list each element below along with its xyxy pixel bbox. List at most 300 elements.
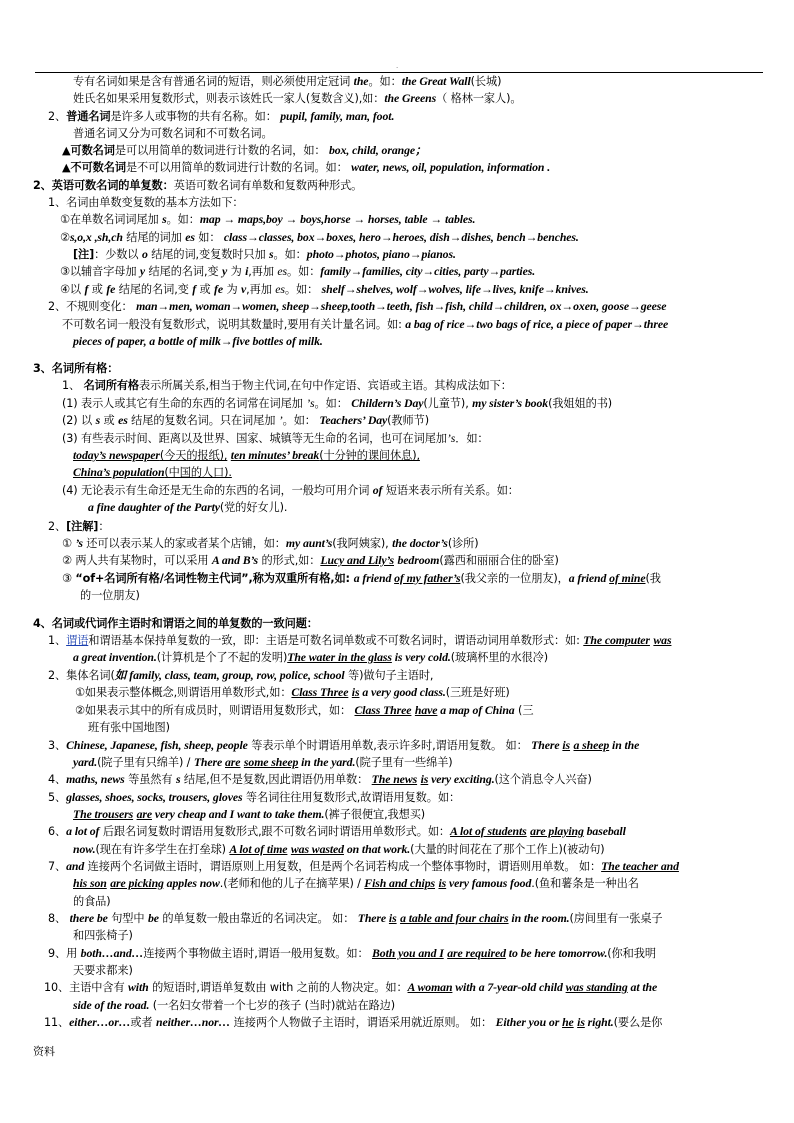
text-segment: y bbox=[139, 264, 146, 278]
text-segment: 还可以表示某人的家或者某个店铺，如： bbox=[82, 537, 286, 550]
text-segment: 的短语时,谓语单复数由 with 之前的人物决定。如： bbox=[148, 981, 408, 994]
text-segment: 结尾的名词,变 bbox=[115, 283, 193, 296]
text-segment: 连接两个人物做子主语时，谓语采用就近原则。 如： bbox=[230, 1016, 496, 1029]
text-segment: 连接两个名词做主语时，谓语原则上用复数，但是两个名词若构成一个整体事物时，谓语则用单数。 如： bbox=[84, 860, 602, 873]
text-line bbox=[62, 413, 429, 428]
text-line bbox=[73, 755, 453, 770]
text-line bbox=[73, 74, 501, 89]
text-segment: (三班是好班) bbox=[445, 686, 510, 699]
text-segment: The computer bbox=[583, 633, 650, 647]
text-segment: on that work. bbox=[343, 842, 411, 856]
text-segment: glasses, shoes, socks, trousers, gloves bbox=[66, 790, 243, 804]
text-segment: 和四张椅子) bbox=[73, 929, 133, 942]
text-segment: a table and four chairs bbox=[400, 911, 509, 925]
text-segment: s,o,x ,sh,ch bbox=[69, 230, 123, 244]
text-segment: (我阿姨家), bbox=[332, 537, 393, 550]
text-segment: (房间里有一张桌子 bbox=[569, 912, 663, 925]
text-segment: either…or… bbox=[69, 1015, 131, 1029]
text-segment: (1) 表示人或其它有生命的东西的名词常在词尾加 bbox=[62, 397, 307, 410]
text-segment: Childern’s Day bbox=[351, 396, 424, 410]
text-segment: of mine bbox=[609, 571, 646, 585]
text-segment: ② bbox=[60, 231, 70, 244]
text-segment: my aunt’s bbox=[285, 536, 333, 550]
text-segment: (长城) bbox=[470, 75, 502, 88]
page-top-mark: . bbox=[396, 62, 399, 70]
text-segment: very cold. bbox=[405, 650, 451, 664]
text-segment: he bbox=[562, 1015, 574, 1029]
text-segment: v bbox=[241, 282, 247, 296]
text-segment: (我姐姐的书) bbox=[548, 397, 613, 410]
text-segment: es bbox=[275, 282, 285, 296]
text-segment: very exciting. bbox=[428, 772, 495, 786]
text-line bbox=[62, 378, 512, 393]
text-segment: 。如： bbox=[273, 248, 307, 261]
text-segment: are picking bbox=[110, 876, 164, 890]
text-segment: 5、 bbox=[48, 791, 67, 804]
text-segment: Class Three bbox=[354, 703, 412, 717]
text-segment: class→classes, box→boxes, hero→heroes, dish→dishes, bench→benches. bbox=[223, 230, 579, 244]
text-segment: (2) 以 bbox=[62, 414, 96, 427]
text-segment: 为 bbox=[223, 283, 242, 296]
text-segment: fe bbox=[214, 282, 224, 296]
text-segment: in the yard. bbox=[298, 755, 356, 769]
text-segment: a friend bbox=[353, 571, 395, 585]
text-segment: man→men, woman→women, sheep→sheep,tooth→teeth, fish→fish, child→children, ox→oxen, goose→geese bbox=[136, 299, 667, 313]
text-segment: a map of China bbox=[437, 703, 515, 717]
text-line bbox=[62, 571, 661, 586]
text-segment: baseball bbox=[583, 824, 626, 838]
text-segment: today’s newspaper bbox=[73, 448, 160, 462]
text-segment: ①如果表示整体概念,则谓语用单数形式,如： bbox=[75, 686, 292, 699]
text-segment: Class Three bbox=[291, 685, 349, 699]
text-segment: are bbox=[136, 807, 152, 821]
text-segment: o bbox=[141, 247, 148, 261]
text-segment: was bbox=[653, 633, 672, 647]
text-segment: ．如： bbox=[455, 432, 489, 445]
text-segment: very famous food bbox=[446, 876, 532, 890]
text-segment: the Great Wall bbox=[401, 74, 471, 88]
text-line bbox=[33, 361, 118, 376]
text-segment: 结尾,但不是复数,因此谓语仍用单数： bbox=[180, 773, 372, 786]
text-segment: China’s population bbox=[73, 465, 165, 479]
text-segment: of my father’s bbox=[394, 571, 461, 585]
text-segment: 1、 bbox=[48, 634, 67, 647]
text-segment: 的一位朋友) bbox=[80, 589, 140, 602]
text-segment: 短语来表示所有关系。如： bbox=[382, 484, 519, 497]
text-segment: 和谓语基本保持单复数的一致，即：主语是可数名词单数或不可数名词时，谓语动词用单数形式：如: bbox=[88, 634, 584, 647]
text-segment: 等名词往往用复数形式,故谓语用复数。如： bbox=[242, 791, 461, 804]
text-segment: 4、 bbox=[48, 773, 67, 786]
text-segment: ▲可数名词 bbox=[62, 144, 115, 157]
text-segment: 为 bbox=[227, 265, 246, 278]
text-segment: es bbox=[277, 264, 288, 278]
text-segment: at the bbox=[627, 980, 658, 994]
text-line bbox=[73, 650, 548, 665]
text-line bbox=[48, 109, 394, 124]
text-segment: (玻璃杯里的水很冷) bbox=[450, 651, 548, 664]
text-segment: ,再加 bbox=[246, 283, 276, 296]
text-segment: （ 格林一家人)。 bbox=[436, 92, 522, 105]
text-segment: (露西和丽丽合住的卧室) bbox=[439, 554, 559, 567]
text-line bbox=[48, 859, 679, 874]
text-segment: 2、集体名词( bbox=[48, 669, 115, 682]
text-segment: The teacher and bbox=[601, 859, 679, 873]
text-segment: right. bbox=[584, 1015, 614, 1029]
text-segment: 如： bbox=[194, 231, 224, 244]
text-segment: map → maps,boy → boys,horse → horses, table → tables. bbox=[199, 212, 476, 226]
text-segment: some sheep bbox=[243, 755, 299, 769]
text-segment: be bbox=[147, 911, 159, 925]
text-segment: s bbox=[269, 247, 274, 261]
text-segment: 或者 bbox=[130, 1016, 157, 1029]
text-line bbox=[60, 212, 475, 227]
text-segment: apples now bbox=[163, 876, 220, 890]
text-segment: Teachers’ Day bbox=[319, 413, 388, 427]
text-segment: with a 7-year-old child bbox=[452, 980, 566, 994]
text-segment: ▲不可数名词 bbox=[62, 161, 126, 174]
text-segment: his son bbox=[73, 876, 107, 890]
text-segment: ’s bbox=[446, 431, 456, 445]
text-line bbox=[73, 963, 133, 978]
text-line bbox=[62, 396, 612, 411]
text-segment: photo→photos, piano→pianos. bbox=[306, 247, 456, 261]
header-rule bbox=[35, 72, 763, 73]
text-segment: (党的好女儿). bbox=[219, 501, 288, 514]
text-line bbox=[73, 334, 323, 349]
text-line bbox=[48, 668, 433, 683]
text-segment: (大量的时间花在了那个工作上)(被动句) bbox=[410, 843, 605, 856]
text-segment: f bbox=[84, 282, 89, 296]
text-line bbox=[48, 195, 244, 210]
text-segment: (裤子很便宜,我想买) bbox=[324, 808, 426, 821]
text-segment: to be here tomorrow. bbox=[505, 946, 608, 960]
text-segment: (院子里有一些绵羊) bbox=[355, 756, 453, 769]
text-segment: ①在单数名词词尾加 bbox=[60, 213, 163, 226]
text-segment: y bbox=[221, 264, 228, 278]
text-segment: bedroom bbox=[397, 553, 440, 567]
text-segment: (你和我明 bbox=[607, 947, 656, 960]
text-segment: The news bbox=[371, 772, 418, 786]
text-segment: (我 bbox=[645, 572, 661, 585]
text-segment: .(老师和他的儿子在摘苹果) / bbox=[219, 877, 365, 890]
text-line bbox=[75, 703, 533, 718]
text-segment: 3、名词所有格： bbox=[33, 362, 119, 375]
text-segment: s bbox=[175, 772, 181, 786]
text-segment: 表示所属关系,相当于物主代词,在句中作定语、宾语或主语。其构成法如下： bbox=[139, 379, 512, 392]
text-segment: (诊所) bbox=[447, 537, 479, 550]
text-line bbox=[60, 264, 535, 279]
text-line bbox=[73, 894, 111, 909]
text-line bbox=[48, 824, 626, 839]
text-segment: 等虽然有 bbox=[124, 773, 176, 786]
hyperlink[interactable]: 谓语 bbox=[66, 634, 89, 647]
text-line bbox=[44, 980, 657, 995]
text-segment: 7、 bbox=[48, 860, 67, 873]
text-segment: family→families, city→cities, party→parties. bbox=[320, 264, 536, 278]
text-segment: fe bbox=[106, 282, 116, 296]
text-segment: 是许多人或事物的共有名称。如： bbox=[110, 110, 281, 123]
text-segment: in the room. bbox=[508, 911, 570, 925]
text-segment: a great invention. bbox=[73, 650, 157, 664]
text-line bbox=[73, 998, 395, 1013]
text-segment: pieces of paper, a bottle of milk→five bottles of milk. bbox=[73, 334, 323, 348]
text-segment: 的单复数一般由靠近的名词决定。 如： bbox=[158, 912, 358, 925]
text-segment: 。如： bbox=[314, 397, 352, 410]
text-line bbox=[73, 126, 273, 141]
text-segment: the bbox=[353, 74, 369, 88]
text-segment: “of+名词所有格/名词性物主代词”,称为双重所有格,如: bbox=[75, 572, 354, 585]
text-segment: ②如果表示其中的所有成员时，则谓语用复数形式，如： bbox=[75, 704, 355, 717]
text-segment: is bbox=[391, 650, 406, 664]
text-line bbox=[62, 483, 519, 498]
text-segment: side of the road. bbox=[73, 998, 150, 1012]
text-segment: was wasted bbox=[290, 842, 344, 856]
text-segment: 8、 bbox=[48, 912, 70, 925]
text-segment: There bbox=[531, 738, 563, 752]
text-segment: my sister’s book bbox=[472, 396, 549, 410]
text-line bbox=[48, 299, 666, 314]
text-segment: shelf→shelves, wolf→wolves, life→lives, knife→knives. bbox=[321, 282, 589, 296]
text-line bbox=[62, 160, 550, 175]
text-segment: (今天的报纸), bbox=[159, 449, 228, 462]
text-segment: ’s bbox=[306, 396, 315, 410]
text-segment: is bbox=[388, 911, 397, 925]
text-segment: (十分钟的课间休息), bbox=[319, 449, 420, 462]
text-segment: Both you and I bbox=[372, 946, 444, 960]
text-segment: have bbox=[414, 703, 438, 717]
text-segment: 2、 bbox=[48, 520, 67, 533]
text-segment: 名词所有格 bbox=[83, 379, 140, 392]
text-segment: 。如： bbox=[284, 283, 322, 296]
text-segment: The water in the glass bbox=[287, 650, 392, 664]
text-line bbox=[48, 738, 639, 753]
text-segment: [注] bbox=[73, 248, 95, 261]
text-line bbox=[73, 91, 521, 106]
text-segment: s bbox=[95, 413, 101, 427]
text-segment: A lot of students bbox=[450, 824, 527, 838]
text-segment: a fine daughter of the Party bbox=[88, 500, 220, 514]
text-segment: The trousers bbox=[73, 807, 134, 821]
text-line bbox=[73, 465, 232, 480]
text-segment: a lot of bbox=[66, 824, 100, 838]
text-segment: 天要求都来) bbox=[73, 964, 133, 977]
text-segment: maths, news bbox=[66, 772, 125, 786]
text-segment: very cheap and I want to take them. bbox=[152, 807, 325, 821]
text-segment: [注解] bbox=[66, 520, 99, 533]
text-line bbox=[48, 946, 656, 961]
text-segment: Either you or bbox=[495, 1015, 563, 1029]
text-segment: a sheep bbox=[573, 738, 610, 752]
text-segment: there be bbox=[69, 911, 108, 925]
text-segment: water, news, oil, population, information . bbox=[351, 160, 551, 174]
text-segment: is bbox=[420, 772, 429, 786]
text-segment: f bbox=[192, 282, 197, 296]
text-segment: 或 bbox=[196, 283, 215, 296]
text-segment: 结尾的名词,变 bbox=[145, 265, 222, 278]
text-segment: 2、不规则变化： bbox=[48, 300, 137, 313]
text-line bbox=[48, 911, 663, 926]
text-segment: ,再加 bbox=[248, 265, 278, 278]
text-segment: 或 bbox=[100, 414, 119, 427]
text-segment: 的食品) bbox=[73, 895, 111, 908]
text-segment: 等)做句子主语时, bbox=[344, 669, 434, 682]
text-line bbox=[48, 772, 592, 787]
text-segment: in the bbox=[609, 738, 640, 752]
text-segment: (院子里有只绵羊) / bbox=[97, 756, 194, 769]
text-line bbox=[48, 633, 671, 648]
text-segment: 普通名词又分为可数名词和不可数名词。 bbox=[73, 127, 273, 140]
text-segment: 4、名词或代词作主语时和谓语之间的单复数的一致问题： bbox=[33, 617, 318, 630]
text-line bbox=[62, 317, 668, 332]
text-segment: 英语可数名词有单数和复数两种形式。 bbox=[173, 179, 363, 192]
text-line bbox=[33, 616, 318, 631]
text-segment: (4) 无论表示有生命还是无生命的东西的名词，一般均可用介词 bbox=[62, 484, 373, 497]
text-segment: now. bbox=[73, 842, 96, 856]
text-segment: ’s bbox=[75, 536, 83, 550]
text-line bbox=[88, 500, 287, 515]
text-segment: 等表示单个时谓语用单数,表示许多时,谓语用复数。 如： bbox=[247, 739, 532, 752]
text-line bbox=[62, 431, 489, 446]
text-line bbox=[62, 536, 479, 551]
text-segment: ：少数以 bbox=[94, 248, 142, 261]
text-segment: (教师节) bbox=[387, 414, 429, 427]
text-segment: 或 bbox=[88, 283, 107, 296]
text-segment: ten minutes’ break bbox=[230, 448, 320, 462]
text-segment: 10、主语中含有 bbox=[44, 981, 129, 994]
text-line bbox=[62, 143, 427, 158]
text-segment: 。如： bbox=[368, 75, 402, 88]
text-segment: 。如： bbox=[287, 265, 321, 278]
text-line bbox=[60, 230, 579, 245]
text-segment: A lot of time bbox=[229, 842, 288, 856]
text-line bbox=[73, 448, 420, 463]
text-segment: 后跟名词复数时谓语用复数形式,跟不可数名词时谓语用单数形式。如： bbox=[99, 825, 451, 838]
text-line bbox=[73, 842, 605, 857]
text-segment: 是不可以用简单的数词进行计数的名词。如： bbox=[125, 161, 352, 174]
text-segment: the Greens bbox=[384, 91, 437, 105]
text-segment: 的形式,如： bbox=[258, 554, 321, 567]
text-segment: is bbox=[351, 685, 360, 699]
text-segment: 。如： bbox=[282, 414, 320, 427]
text-segment: are required bbox=[447, 946, 506, 960]
text-segment: (计算机是个了不起的发明) bbox=[156, 651, 288, 664]
text-line bbox=[73, 928, 133, 943]
text-segment: ④以 bbox=[60, 283, 85, 296]
text-segment: 不可数名词一般没有复数形式，说明其数量时,要用有关计量名词。如: bbox=[62, 318, 406, 331]
text-segment: is bbox=[438, 876, 447, 890]
text-segment: neither…nor… bbox=[156, 1015, 231, 1029]
text-line bbox=[75, 685, 510, 700]
text-line bbox=[33, 178, 362, 193]
text-segment: (要么是你 bbox=[613, 1016, 663, 1029]
text-segment: (3) 有些表示时间、距离以及世界、国家、城镇等无生命的名词，也可在词尾加 bbox=[62, 432, 447, 445]
text-segment: 9、用 bbox=[48, 947, 81, 960]
text-line bbox=[48, 790, 460, 805]
text-segment: 是可以用简单的数词进行计数的名词，如： bbox=[114, 144, 329, 157]
text-segment: 结尾的词,变复数时只加 bbox=[147, 248, 269, 261]
text-line bbox=[73, 807, 425, 822]
page-footer: 资料 bbox=[33, 1045, 55, 1058]
text-segment: i bbox=[245, 264, 249, 278]
text-segment: (现在有许多学生在打垒球) bbox=[95, 843, 230, 856]
text-segment: a very good class. bbox=[359, 685, 446, 699]
text-segment: 3、 bbox=[48, 739, 67, 752]
text-segment: es bbox=[185, 230, 195, 244]
text-segment: the doctor’s bbox=[392, 536, 448, 550]
text-segment: a bag of rice→two bags of rice, a piece of paper→three bbox=[405, 317, 669, 331]
text-segment: 1、名词由单数变复数的基本方法如下： bbox=[48, 196, 244, 209]
text-segment: (儿童节), bbox=[423, 397, 473, 410]
text-segment: es bbox=[118, 413, 128, 427]
text-segment: A woman bbox=[407, 980, 453, 994]
text-segment: 班有张中国地图) bbox=[88, 721, 170, 734]
text-segment: 1、 bbox=[62, 379, 84, 392]
text-segment: Chinese, Japanese, fish, sheep, people bbox=[66, 738, 248, 752]
text-segment: 句型中 bbox=[107, 912, 148, 925]
text-segment: both…and… bbox=[80, 946, 144, 960]
text-line bbox=[62, 553, 559, 568]
text-segment: of bbox=[372, 483, 383, 497]
text-line bbox=[60, 282, 589, 297]
text-segment: 结尾的词加 bbox=[122, 231, 186, 244]
text-segment: 。如： bbox=[166, 213, 200, 226]
text-segment: (一名妇女带着一个七岁的孩子 (当时)就站在路边) bbox=[149, 999, 396, 1012]
text-segment: ② 两人共有某物时，可以采用 bbox=[62, 554, 212, 567]
text-segment: 姓氏名如果采用复数形式，则表示该姓氏一家人(复数含义),如： bbox=[73, 92, 385, 105]
text-segment: is bbox=[562, 738, 571, 752]
text-segment: are bbox=[225, 755, 241, 769]
text-line bbox=[44, 1015, 662, 1030]
text-segment: ① bbox=[62, 537, 76, 550]
text-segment: (这个消息令人兴奋) bbox=[494, 773, 592, 786]
text-segment: (三 bbox=[514, 704, 534, 717]
text-segment: (中国的人口). bbox=[164, 466, 232, 479]
text-segment: 2、 bbox=[48, 110, 67, 123]
text-segment: .(鱼和薯条是一种出名 bbox=[531, 877, 639, 890]
text-segment: pupil, family, man, foot. bbox=[280, 109, 395, 123]
text-segment: yard. bbox=[73, 755, 98, 769]
text-segment: with bbox=[128, 980, 149, 994]
text-segment: Fish and chips bbox=[364, 876, 436, 890]
text-segment: 普通名词 bbox=[66, 110, 111, 123]
text-segment: 如 family, class, team, group, row, police, school bbox=[114, 668, 345, 682]
text-segment: ’ bbox=[278, 413, 283, 427]
text-segment: (我父亲的一位朋友)， bbox=[460, 572, 569, 585]
text-segment: Lucy and Lily’s bbox=[320, 553, 394, 567]
text-segment: are playing bbox=[530, 824, 584, 838]
text-segment: ： bbox=[98, 520, 110, 533]
text-line bbox=[73, 876, 639, 891]
text-segment: ③以辅音字母加 bbox=[60, 265, 140, 278]
text-segment: a friend bbox=[568, 571, 610, 585]
text-segment: and bbox=[66, 859, 85, 873]
text-segment: 6、 bbox=[48, 825, 67, 838]
text-segment: There bbox=[357, 911, 389, 925]
text-segment: 2、英语可数名词的单复数： bbox=[33, 179, 174, 192]
text-segment: s bbox=[162, 212, 167, 226]
text-segment: 结尾的复数名词。只在词尾加 bbox=[127, 414, 279, 427]
text-segment: 专有名词如果是含有普通名词的短语，则必须使用定冠词 bbox=[73, 75, 354, 88]
text-line bbox=[80, 588, 140, 603]
text-line bbox=[73, 247, 456, 262]
text-line bbox=[48, 519, 109, 534]
text-segment: box, child, orange； bbox=[328, 143, 427, 157]
text-segment: was standing bbox=[565, 980, 628, 994]
text-line bbox=[88, 720, 170, 735]
text-segment: There bbox=[193, 755, 225, 769]
text-segment: ③ bbox=[62, 572, 76, 585]
text-segment: A and B’s bbox=[211, 553, 258, 567]
